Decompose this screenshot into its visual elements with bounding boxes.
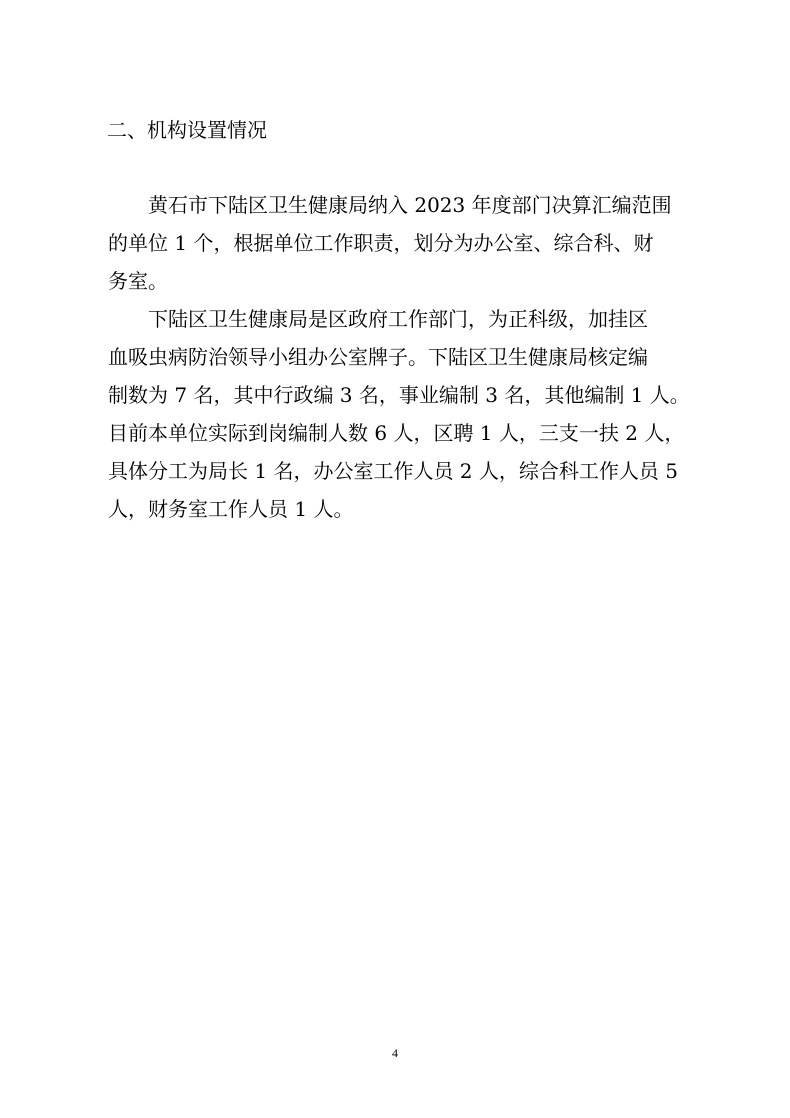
- paragraph-line: 务室。: [108, 269, 168, 293]
- paragraph-line: 目前本单位实际到岗编制人数 6 人，区聘 1 人，三支一扶 2 人，: [108, 421, 685, 445]
- paragraph-2: [108, 300, 698, 528]
- paragraph-line: 具体分工为局长 1 名，办公室工作人员 2 人，综合科工作人员 5: [108, 459, 678, 483]
- paragraph-line: 下陆区卫生健康局是区政府工作部门，为正科级，加挂区: [148, 307, 648, 331]
- paragraph-line: 制数为 7 名，其中行政编 3 名，事业编制 3 名，其他编制 1 人。: [108, 383, 690, 407]
- section-heading: 二、机构设置情况: [107, 118, 267, 142]
- paragraph-line: 的单位 1 个，根据单位工作职责，划分为办公室、综合科、财: [108, 231, 654, 255]
- paragraph-line: 血吸虫病防治领导小组办公室牌子。下陆区卫生健康局核定编: [108, 345, 648, 369]
- page-number: 4: [392, 1046, 398, 1060]
- paragraph-line: 人，财务室工作人员 1 人。: [108, 497, 354, 521]
- paragraph-line: 黄石市下陆区卫生健康局纳入 2023 年度部门决算汇编范围: [148, 193, 672, 217]
- paragraph-1: [108, 186, 698, 300]
